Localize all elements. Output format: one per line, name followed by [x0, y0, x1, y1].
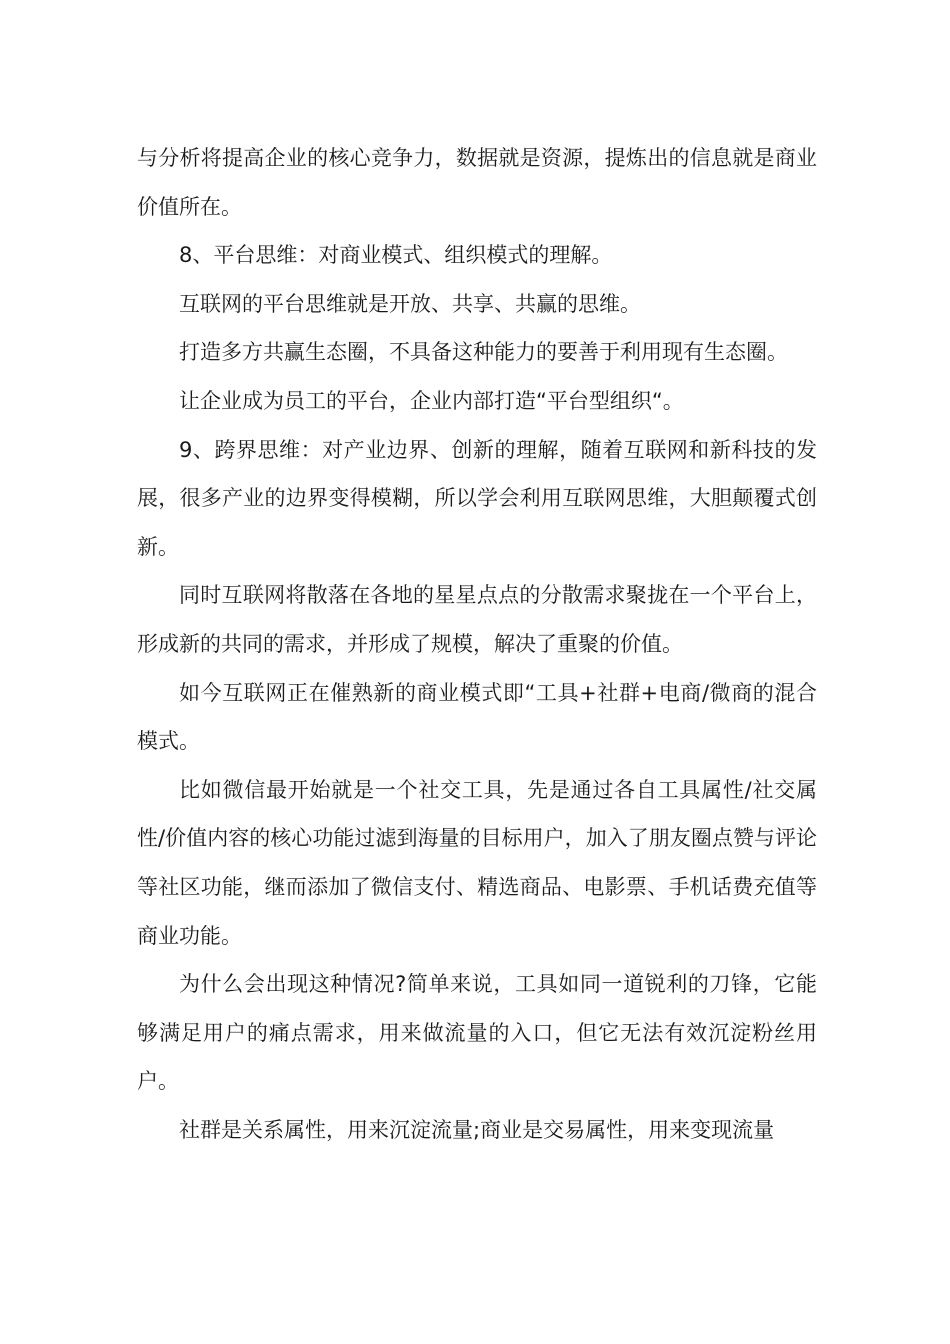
paragraph-6: 9、跨界思维：对产业边界、创新的理解，随着互联网和新科技的发展，很多产业的边界变得模糊，所以学会利用互联网思维，大胆颠覆式创新。	[137, 437, 817, 559]
paragraph-2: 8、平台思维：对商业模式、组织模式的理解。	[179, 243, 613, 268]
paragraph-10: 为什么会出现这种情况?简单来说，工具如同一道锐利的刀锋，它能够满足用户的痛点需求，用来做流量的入口，但它无法有效沉淀粉丝用户。	[137, 972, 817, 1094]
paragraph-8: 如今互联网正在催熟新的商业模式即“工具+社群+电商/微商的混合模式。	[137, 680, 817, 754]
paragraph-4: 打造多方共赢生态圈，不具备这种能力的要善于利用现有生态圈。	[179, 340, 788, 365]
paragraph-5: 让企业成为员工的平台，企业内部打造“平台型组织“。	[179, 388, 684, 413]
document-body	[137, 134, 817, 1154]
paragraph-11: 社群是关系属性，用来沉淀流量;商业是交易属性，用来变现流量	[179, 1117, 775, 1142]
paragraph-1: 与分析将提高企业的核心竞争力，数据就是资源，提炼出的信息就是商业价值所在。	[137, 146, 817, 219]
paragraph-3: 互联网的平台思维就是开放、共享、共赢的思维。	[179, 291, 641, 316]
paragraph-9: 比如微信最开始就是一个社交工具，先是通过各自工具属性/社交属性/价值内容的核心功能过滤到海量的目标用户，加入了朋友圈点赞与评论等社区功能，继而添加了微信支付、精选商品、电影票、手机话费充值等商业功能。	[137, 777, 817, 948]
paragraph-7: 同时互联网将散落在各地的星星点点的分散需求聚拢在一个平台上，形成新的共同的需求，并形成了规模，解决了重聚的价值。	[137, 583, 817, 656]
